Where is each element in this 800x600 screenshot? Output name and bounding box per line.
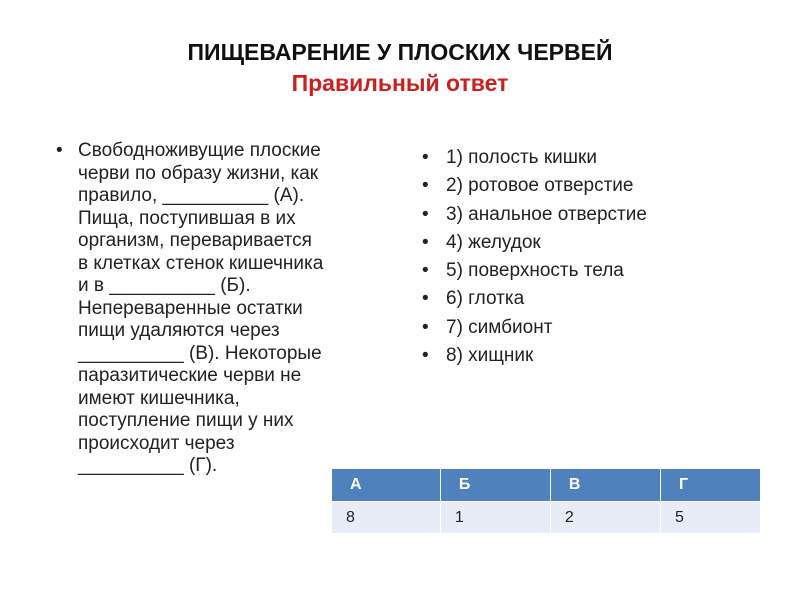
answer-value-cell: 2 xyxy=(550,502,660,534)
answer-table-row xyxy=(332,502,760,534)
answer-value-cell: 1 xyxy=(440,502,550,534)
bullet-icon: • xyxy=(422,175,429,197)
question-line: __________ (В). Некоторые xyxy=(78,342,322,364)
question-line: Свободноживущие плоские xyxy=(78,140,321,161)
question-line: в клетках стенок кишечника xyxy=(78,252,324,274)
question-line: поступление пищи у них xyxy=(78,410,294,431)
question-line: __________ (Г). xyxy=(78,455,218,476)
option-item xyxy=(422,285,782,313)
option-label: 8) хищник xyxy=(446,345,534,367)
slide-title: ПИЩЕВАРЕНИЕ У ПЛОСКИХ ЧЕРВЕЙ xyxy=(187,39,613,65)
answer-header-cell: А xyxy=(332,469,440,502)
option-item xyxy=(422,201,782,229)
bullet-icon: • xyxy=(422,345,429,367)
option-label: 2) ротовое отверстие xyxy=(446,175,634,197)
bullet-icon: • xyxy=(422,316,429,338)
question-line: Непереваренные остатки xyxy=(78,297,303,319)
question-line: имеют кишечника, xyxy=(78,387,240,409)
bullet-icon: • xyxy=(422,260,429,282)
question-line: паразитические черви не xyxy=(78,365,302,386)
question-line: и в __________ (Б). xyxy=(78,275,251,296)
option-label: 1) полость кишки xyxy=(446,147,597,168)
option-label: 7) симбионт xyxy=(446,316,553,338)
answer-value-cell: 8 xyxy=(332,502,440,534)
option-item xyxy=(422,172,782,200)
bullet-icon: • xyxy=(422,147,429,168)
answer-value-cell: 5 xyxy=(661,502,760,534)
question-line: черви по образу жизни, как xyxy=(78,162,319,184)
option-item xyxy=(422,144,782,172)
option-item xyxy=(422,257,782,285)
option-label: 5) поверхность тела xyxy=(446,260,624,282)
options-list xyxy=(422,144,782,370)
question-line: пищи удаляются через xyxy=(78,320,280,341)
question-text xyxy=(78,140,396,478)
option-label: 4) желудок xyxy=(446,231,541,253)
title-block xyxy=(0,36,800,98)
option-item xyxy=(422,229,782,257)
slide-subtitle: Правильный ответ xyxy=(291,70,509,96)
question-line: организм, переваривается xyxy=(78,230,312,251)
answer-header-cell: Б xyxy=(440,469,550,502)
option-label: 6) глотка xyxy=(446,288,525,310)
option-item xyxy=(422,314,782,342)
bullet-icon: • xyxy=(422,231,429,253)
option-label: 3) анальное отверстие xyxy=(446,203,647,225)
question-block xyxy=(56,140,396,478)
answer-header-cell: В xyxy=(550,469,660,502)
answer-table-header-row xyxy=(332,469,760,502)
answer-table xyxy=(332,469,760,533)
option-item xyxy=(422,342,782,370)
bullet-icon: • xyxy=(56,140,63,161)
question-line: Пища, поступившая в их xyxy=(78,207,296,229)
question-line: правило, __________ (А). xyxy=(78,185,305,206)
answer-header-cell: Г xyxy=(661,469,760,502)
bullet-icon: • xyxy=(422,203,429,225)
bullet-icon: • xyxy=(422,288,429,310)
question-line: происходит через xyxy=(78,432,235,454)
